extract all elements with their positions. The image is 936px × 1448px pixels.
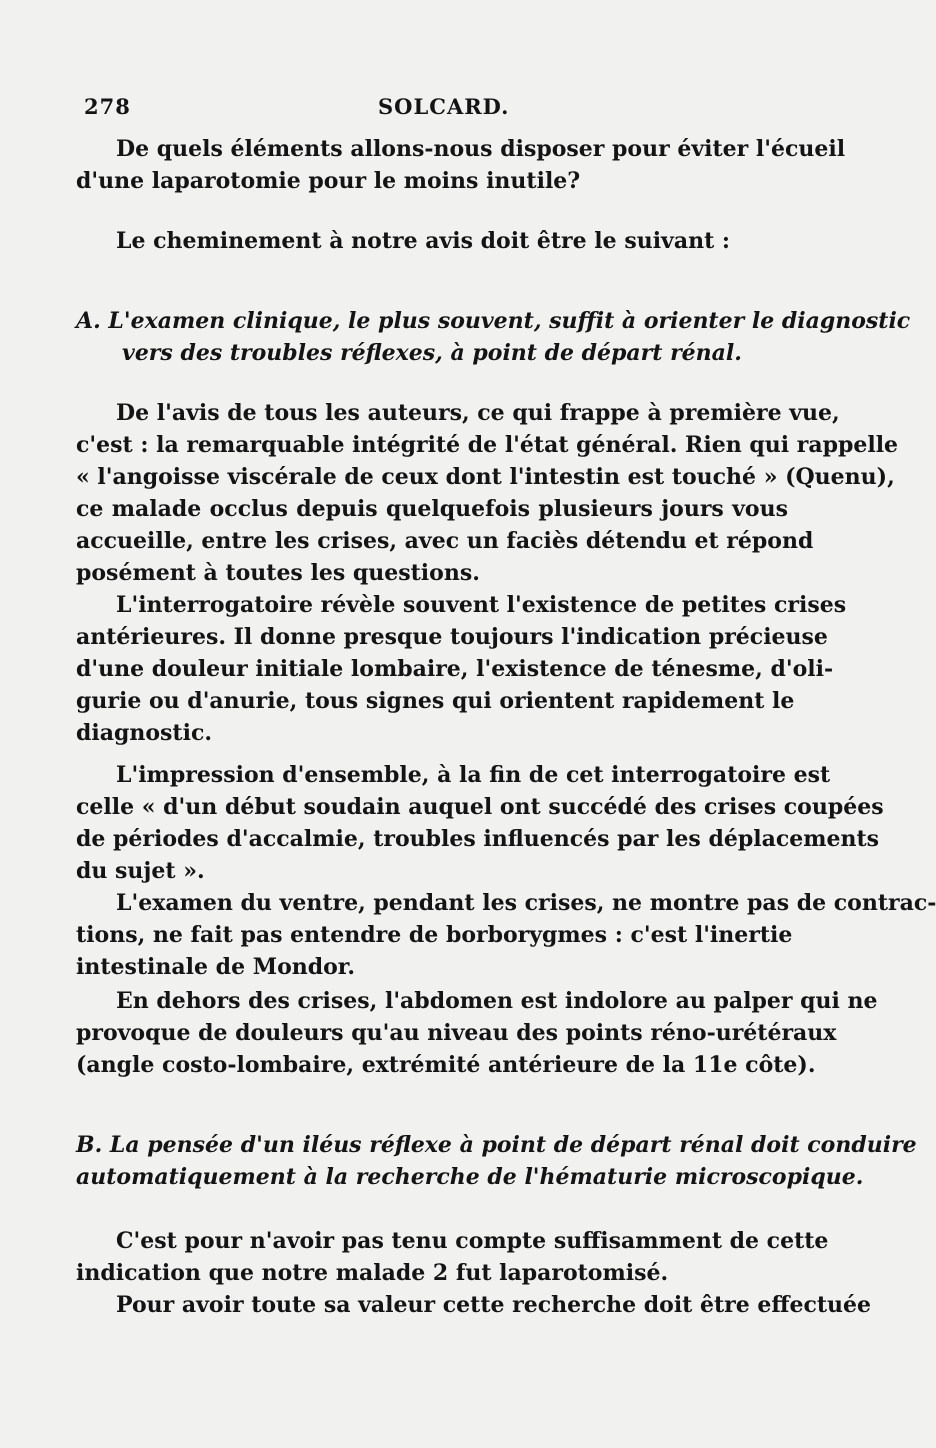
page-number: 278 [84, 94, 131, 119]
text-line: L'interrogatoire révèle souvent l'existence de petites crises [116, 592, 847, 618]
text-line: tions, ne fait pas entendre de borborygmes : c'est l'inertie [76, 922, 793, 948]
running-title: SOLCARD. [378, 94, 510, 119]
section-b-heading: B. La pensée d'un iléus réflexe à point de départ rénal doit conduire [76, 1132, 917, 1158]
section-a-heading: vers des troubles réflexes, à point de départ rénal. [122, 340, 742, 366]
text-line: de périodes d'accalmie, troubles influencés par les déplacements [76, 826, 880, 852]
text-line: C'est pour n'avoir pas tenu compte suffisamment de cette [116, 1228, 829, 1254]
text-line: d'une laparotomie pour le moins inutile? [76, 168, 581, 194]
text-line: accueille, entre les crises, avec un faciès détendu et répond [76, 528, 814, 554]
text-line: En dehors des crises, l'abdomen est indolore au palper qui ne [116, 988, 878, 1014]
text-line: antérieures. Il donne presque toujours l'indication précieuse [76, 624, 828, 650]
text-line: « l'angoisse viscérale de ceux dont l'intestin est touché » (Quenu), [76, 464, 895, 490]
text-line: L'impression d'ensemble, à la fin de cet interrogatoire est [116, 762, 831, 788]
section-b-heading: automatiquement à la recherche de l'hématurie microscopique. [76, 1164, 864, 1190]
text-line: gurie ou d'anurie, tous signes qui orientent rapidement le [76, 688, 795, 714]
text-line: De l'avis de tous les auteurs, ce qui frappe à première vue, [116, 400, 840, 426]
text-line: (angle costo-lombaire, extrémité antérieure de la 11e côte). [76, 1052, 816, 1078]
text-line: d'une douleur initiale lombaire, l'existence de ténesme, d'oli- [76, 656, 834, 682]
section-a-heading: A. L'examen clinique, le plus souvent, suffit à orienter le diagnostic [76, 308, 911, 334]
text-line: ce malade occlus depuis quelquefois plusieurs jours vous [76, 496, 788, 522]
text-line: provoque de douleurs qu'au niveau des points réno-urétéraux [76, 1020, 837, 1046]
text-line: c'est : la remarquable intégrité de l'état général. Rien qui rappelle [76, 432, 899, 458]
text-line: Le cheminement à notre avis doit être le suivant : [116, 228, 731, 254]
text-line: diagnostic. [76, 720, 213, 746]
text-line: celle « d'un début soudain auquel ont succédé des crises coupées [76, 794, 884, 820]
text-line: Pour avoir toute sa valeur cette recherche doit être effectuée [116, 1292, 872, 1318]
text-line: intestinale de Mondor. [76, 954, 356, 980]
text-line: De quels éléments allons-nous disposer pour éviter l'écueil [116, 136, 846, 162]
text-line: posément à toutes les questions. [76, 560, 480, 586]
text-line: indication que notre malade 2 fut laparotomisé. [76, 1260, 669, 1286]
text-line: du sujet ». [76, 858, 205, 884]
text-line: L'examen du ventre, pendant les crises, ne montre pas de contrac- [116, 890, 936, 916]
